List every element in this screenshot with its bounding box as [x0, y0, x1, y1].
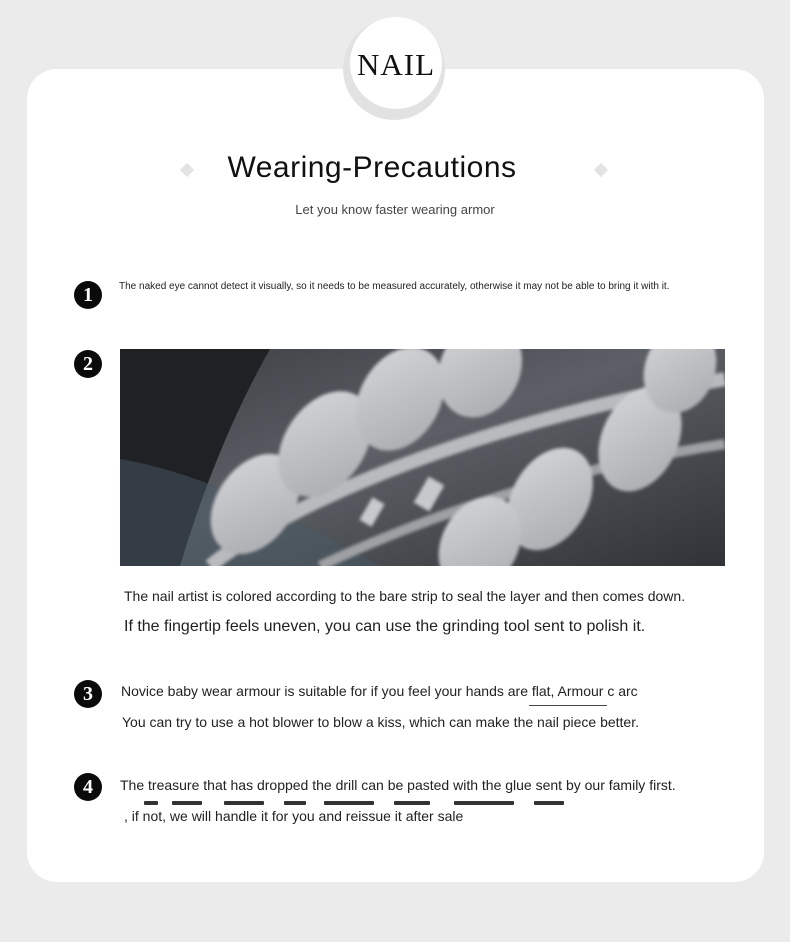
step-3-text-line-1: Novice baby wear armour is suitable for if you feel your hands are flat, Armour c arc	[121, 683, 638, 699]
step-number-1: 1	[74, 281, 102, 309]
step-number-3: 3	[74, 680, 102, 708]
step-4-text-line-1: The treasure that has dropped the drill can be pasted with the glue sent by our family first.	[120, 777, 676, 793]
step-number-4: 4	[74, 773, 102, 801]
step-3-text-line-2: You can try to use a hot blower to blow a kiss, which can make the nail piece better.	[122, 714, 639, 730]
page-subtitle: Let you know faster wearing armor	[295, 202, 495, 217]
brand-badge	[350, 17, 442, 109]
step-2-text-line-1: The nail artist is colored according to the bare strip to seal the layer and then comes down.	[124, 588, 686, 604]
step-4-text-line-2: , if not, we will handle it for you and reissue it after sale	[124, 808, 464, 824]
page-title: Wearing-Precautions	[227, 151, 517, 184]
underline-mark	[529, 705, 607, 706]
text-artifact	[124, 801, 594, 806]
step-1-text: The naked eye cannot detect it visually, so it needs to be measured accurately, otherwise it may not be able to bring it with it.	[119, 281, 670, 292]
step-number-2: 2	[74, 350, 102, 378]
nail-tips-photo	[120, 349, 725, 566]
badge-text: NAIL	[356, 47, 436, 82]
step-2-text-line-2: If the fingertip feels uneven, you can use the grinding tool sent to polish it.	[124, 618, 646, 635]
